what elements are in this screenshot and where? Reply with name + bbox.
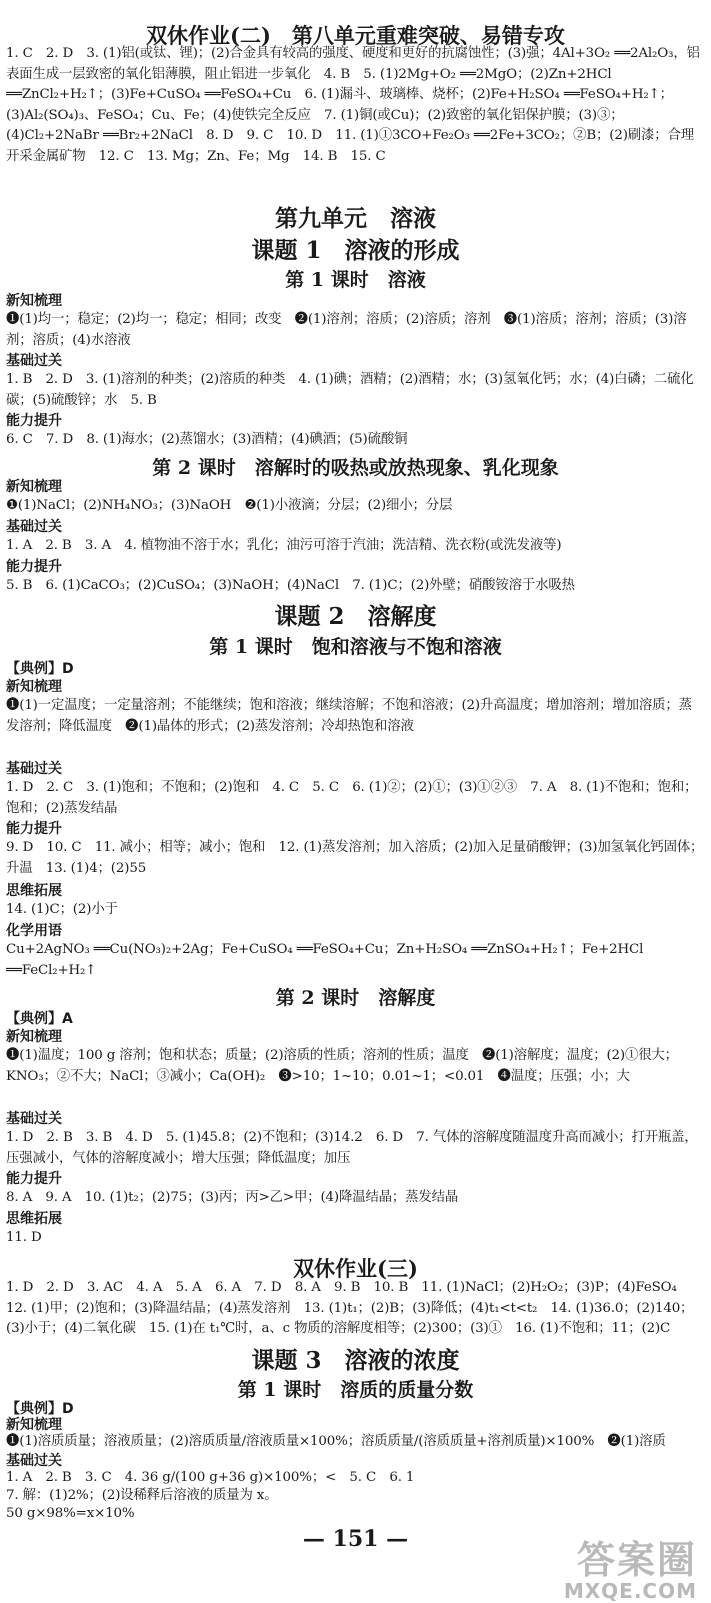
answers-ability: 5. B 6. (1)CaCO₃；(2)CuSO₄；(3)NaOH；(4)NaCl 7. (1)C；(2)外壁；硝酸铵溶于水吸热 bbox=[6, 578, 575, 593]
heading-new-knowledge: 新知梳理 bbox=[6, 1417, 62, 1433]
heading-ability: 能力提升 bbox=[6, 1171, 62, 1187]
lesson-title-2-2: 第 2 课时 溶解度 bbox=[275, 987, 436, 1009]
answers-ability: 9. D 10. C 11. 减小；相等；减小；饱和 12. (1)蒸发溶剂；加入溶质；(2)加入足量硝酸钾；(3)加氢氧化钙固体；升温 13. (1)4；(2)55 bbox=[6, 840, 704, 876]
unit-title-9: 第九单元 溶液 bbox=[275, 205, 436, 232]
section-title-double-weekend-3: 双休作业(三) bbox=[293, 1256, 418, 1281]
heading-new-knowledge: 新知梳理 bbox=[6, 1029, 62, 1045]
watermark-url: MXQE.COM bbox=[563, 1579, 697, 1603]
answers-basic: 1. D 2. C 3. (1)饱和；不饱和；(2)饱和 4. C 5. C 6. (1)②；(2)①；(3)①②③ 7. A 8. (1)不饱和；饱和；饱和；(2)蒸发结晶 bbox=[6, 780, 698, 816]
answers-new-knowledge: ❶(1)一定温度；一定量溶剂；不能继续；饱和溶液；继续溶解；不饱和溶液；(2)升高温度；增加溶剂；增加溶质；蒸发溶剂；降低温度 ❷(1)晶体的形式；(2)蒸发溶剂；冷却热饱和溶液 bbox=[6, 698, 692, 734]
answers-new-knowledge: ❶(1)溶质质量；溶液质量；(2)溶质质量/溶液质量×100%；溶质质量/(溶质质量+溶剂质量)×100% ❷(1)溶质 bbox=[6, 1434, 666, 1449]
heading-basic: 基础过关 bbox=[6, 761, 62, 777]
answers-q7-line1: 7. 解：(1)2%；(2)设稀释后溶液的质量为 x。 bbox=[6, 1488, 278, 1503]
answers-new-knowledge: ❶(1)NaCl；(2)NH₄NO₃；(3)NaOH ❷(1)小液滴；分层；(2)细小；分层 bbox=[6, 498, 453, 513]
heading-new-knowledge: 新知梳理 bbox=[6, 679, 62, 695]
heading-basic: 基础过关 bbox=[6, 1111, 62, 1127]
topic-title-1: 课题 1 溶液的形成 bbox=[251, 237, 460, 264]
heading-example: 【典例】D bbox=[6, 1401, 74, 1417]
lesson-title-3-1: 第 1 课时 溶质的质量分数 bbox=[237, 1379, 474, 1401]
page-number: — 151 — bbox=[302, 1526, 409, 1552]
answers-basic: 1. A 2. B 3. C 4. 36 g/(100 g+36 g)×100%；< 5. C 6. 1 bbox=[6, 1470, 415, 1485]
heading-basic: 基础过关 bbox=[6, 1453, 62, 1469]
watermark-text: 答案圈 bbox=[576, 1538, 697, 1582]
heading-ability: 能力提升 bbox=[6, 413, 62, 429]
heading-new-knowledge: 新知梳理 bbox=[6, 479, 62, 495]
answers-basic: 1. D 2. B 3. B 4. D 5. (1)45.8；(2)不饱和；(3)14.2 6. D 7. 气体的溶解度随温度升高而减小；打开瓶盖，压强减小，气体的溶解度减小；增大压强；降低温度；加压 bbox=[6, 1130, 698, 1166]
heading-chem-terms: 化学用语 bbox=[6, 923, 62, 939]
answers-chem-terms: Cu+2AgNO₃ ══Cu(NO₃)₂+2Ag；Fe+CuSO₄ ══FeSO₄+Cu；Zn+H₂SO₄ ══ZnSO₄+H₂↑；Fe+2HCl ══FeCl₂+H₂↑ bbox=[6, 942, 644, 978]
lesson-title-1-1: 第 1 课时 溶液 bbox=[285, 269, 426, 291]
answers-new-knowledge: ❶(1)温度；100 g 溶剂；饱和状态；质量；(2)溶质的性质；溶剂的性质；温度 ❷(1)溶解度；温度；(2)①很大；KNO₃；②不大；NaCl；③减小；Ca(OH)₂ ❸>10；1~10；0.01~1；<0.01 ❹温度；压强；小；大 bbox=[6, 1048, 678, 1084]
answers-ability: 8. A 9. A 10. (1)t₂；(2)75；(3)丙；丙>乙>甲；(4)降温结晶；蒸发结晶 bbox=[6, 1190, 459, 1205]
answers-double-weekend-2: 1. C 2. D 3. (1)铝(或钛、锂)；(2)合金具有较高的强度、硬度和更好的抗腐蚀性；(3)强；4Al+3O₂ ══2Al₂O₃，铝表面生成一层致密的氧化铝薄膜，阻止铝进一步氧化 4. B 5. (1)2Mg+O₂ ══2MgO；(2)Zn+2HCl ══ZnCl₂+H₂↑；(3)Fe+CuSO₄ ══FeSO₄+Cu 6. (1)漏斗、玻璃棒、烧杯；(2)Fe+H₂SO₄ ══FeSO₄+H₂↑；(3)Al₂(SO₄)₃、FeSO₄；Cu、Fe；(4)使铁完全反应 7. (1)铜(或Cu)；(2)致密的氧化铝保护膜；(3)③；(4)Cl₂+2NaBr ══Br₂+2NaCl 8. D 9. C 10. D 11. (1)①3CO+Fe₂O₃ ══2Fe+3CO₂；②B；(2)刷漆；合理开采金属矿物 12. C 13. Mg；Zn、Fe；Mg 14. B 15. C bbox=[6, 46, 700, 164]
lesson-title-1-2: 第 2 课时 溶解时的吸热或放热现象、乳化现象 bbox=[152, 457, 559, 479]
heading-new-knowledge: 新知梳理 bbox=[6, 293, 62, 309]
answers-extension: 14. (1)C；(2)小于 bbox=[6, 902, 118, 917]
answers-double-weekend-3: 1. D 2. D 3. AC 4. A 5. A 6. A 7. D 8. A 9. B 10. B 11. (1)NaCl；(2)H₂O₂；(3)P；(4)FeSO₄ 12. (1)甲；(2)饱和；(3)降温结晶；(4)蒸发溶剂 13. (1)t₁；(2)B；(3)降低；(4)t₁<t<t₂ 14. (1)36.0；(2)140；(3)小于；(4)二氧化碳 15. (1)在 t₁℃时，a、c 物质的溶解度相等；(2)300；(3)① 16. (1)不饱和；11；(2)C bbox=[6, 1280, 694, 1336]
heading-extension: 思维拓展 bbox=[6, 1211, 62, 1227]
answers-basic: 1. A 2. B 3. A 4. 植物油不溶于水；乳化；油污可溶于汽油；洗洁精、洗衣粉(或洗发液等) bbox=[6, 538, 562, 553]
answers-ability: 6. C 7. D 8. (1)海水；(2)蒸馏水；(3)酒精；(4)碘酒；(5)硫酸铜 bbox=[6, 432, 408, 447]
watermark-logo bbox=[564, 1540, 697, 1602]
topic-title-3: 课题 3 溶液的浓度 bbox=[251, 1347, 460, 1374]
heading-basic: 基础过关 bbox=[6, 353, 62, 369]
topic-title-2: 课题 2 溶解度 bbox=[274, 603, 437, 630]
answers-extension: 11. D bbox=[6, 1230, 42, 1245]
heading-basic: 基础过关 bbox=[6, 519, 62, 535]
heading-example: 【典例】A bbox=[6, 1011, 73, 1027]
heading-ability: 能力提升 bbox=[6, 559, 62, 575]
section-title-double-weekend-2: 双休作业(二) 第八单元重难突破、易错专攻 bbox=[146, 23, 565, 48]
heading-ability: 能力提升 bbox=[6, 821, 62, 837]
heading-example: 【典例】D bbox=[6, 661, 74, 677]
heading-extension: 思维拓展 bbox=[6, 883, 62, 899]
answers-q7-line2: 50 g×98%=x×10% bbox=[6, 1506, 135, 1521]
lesson-title-2-1: 第 1 课时 饱和溶液与不饱和溶液 bbox=[209, 636, 502, 658]
answers-new-knowledge: ❶(1)均一；稳定；(2)均一；稳定；相同；改变 ❷(1)溶剂；溶质；(2)溶质；溶剂 ❸(1)溶质；溶剂；溶质；(3)溶剂；溶质；(4)水溶液 bbox=[6, 312, 687, 348]
answers-basic: 1. B 2. D 3. (1)溶剂的种类；(2)溶质的种类 4. (1)碘；酒精；(2)酒精；水；(3)氢氧化钙；水；(4)白磷；二硫化碳；(5)硫酸锌；水 5. B bbox=[6, 372, 694, 408]
